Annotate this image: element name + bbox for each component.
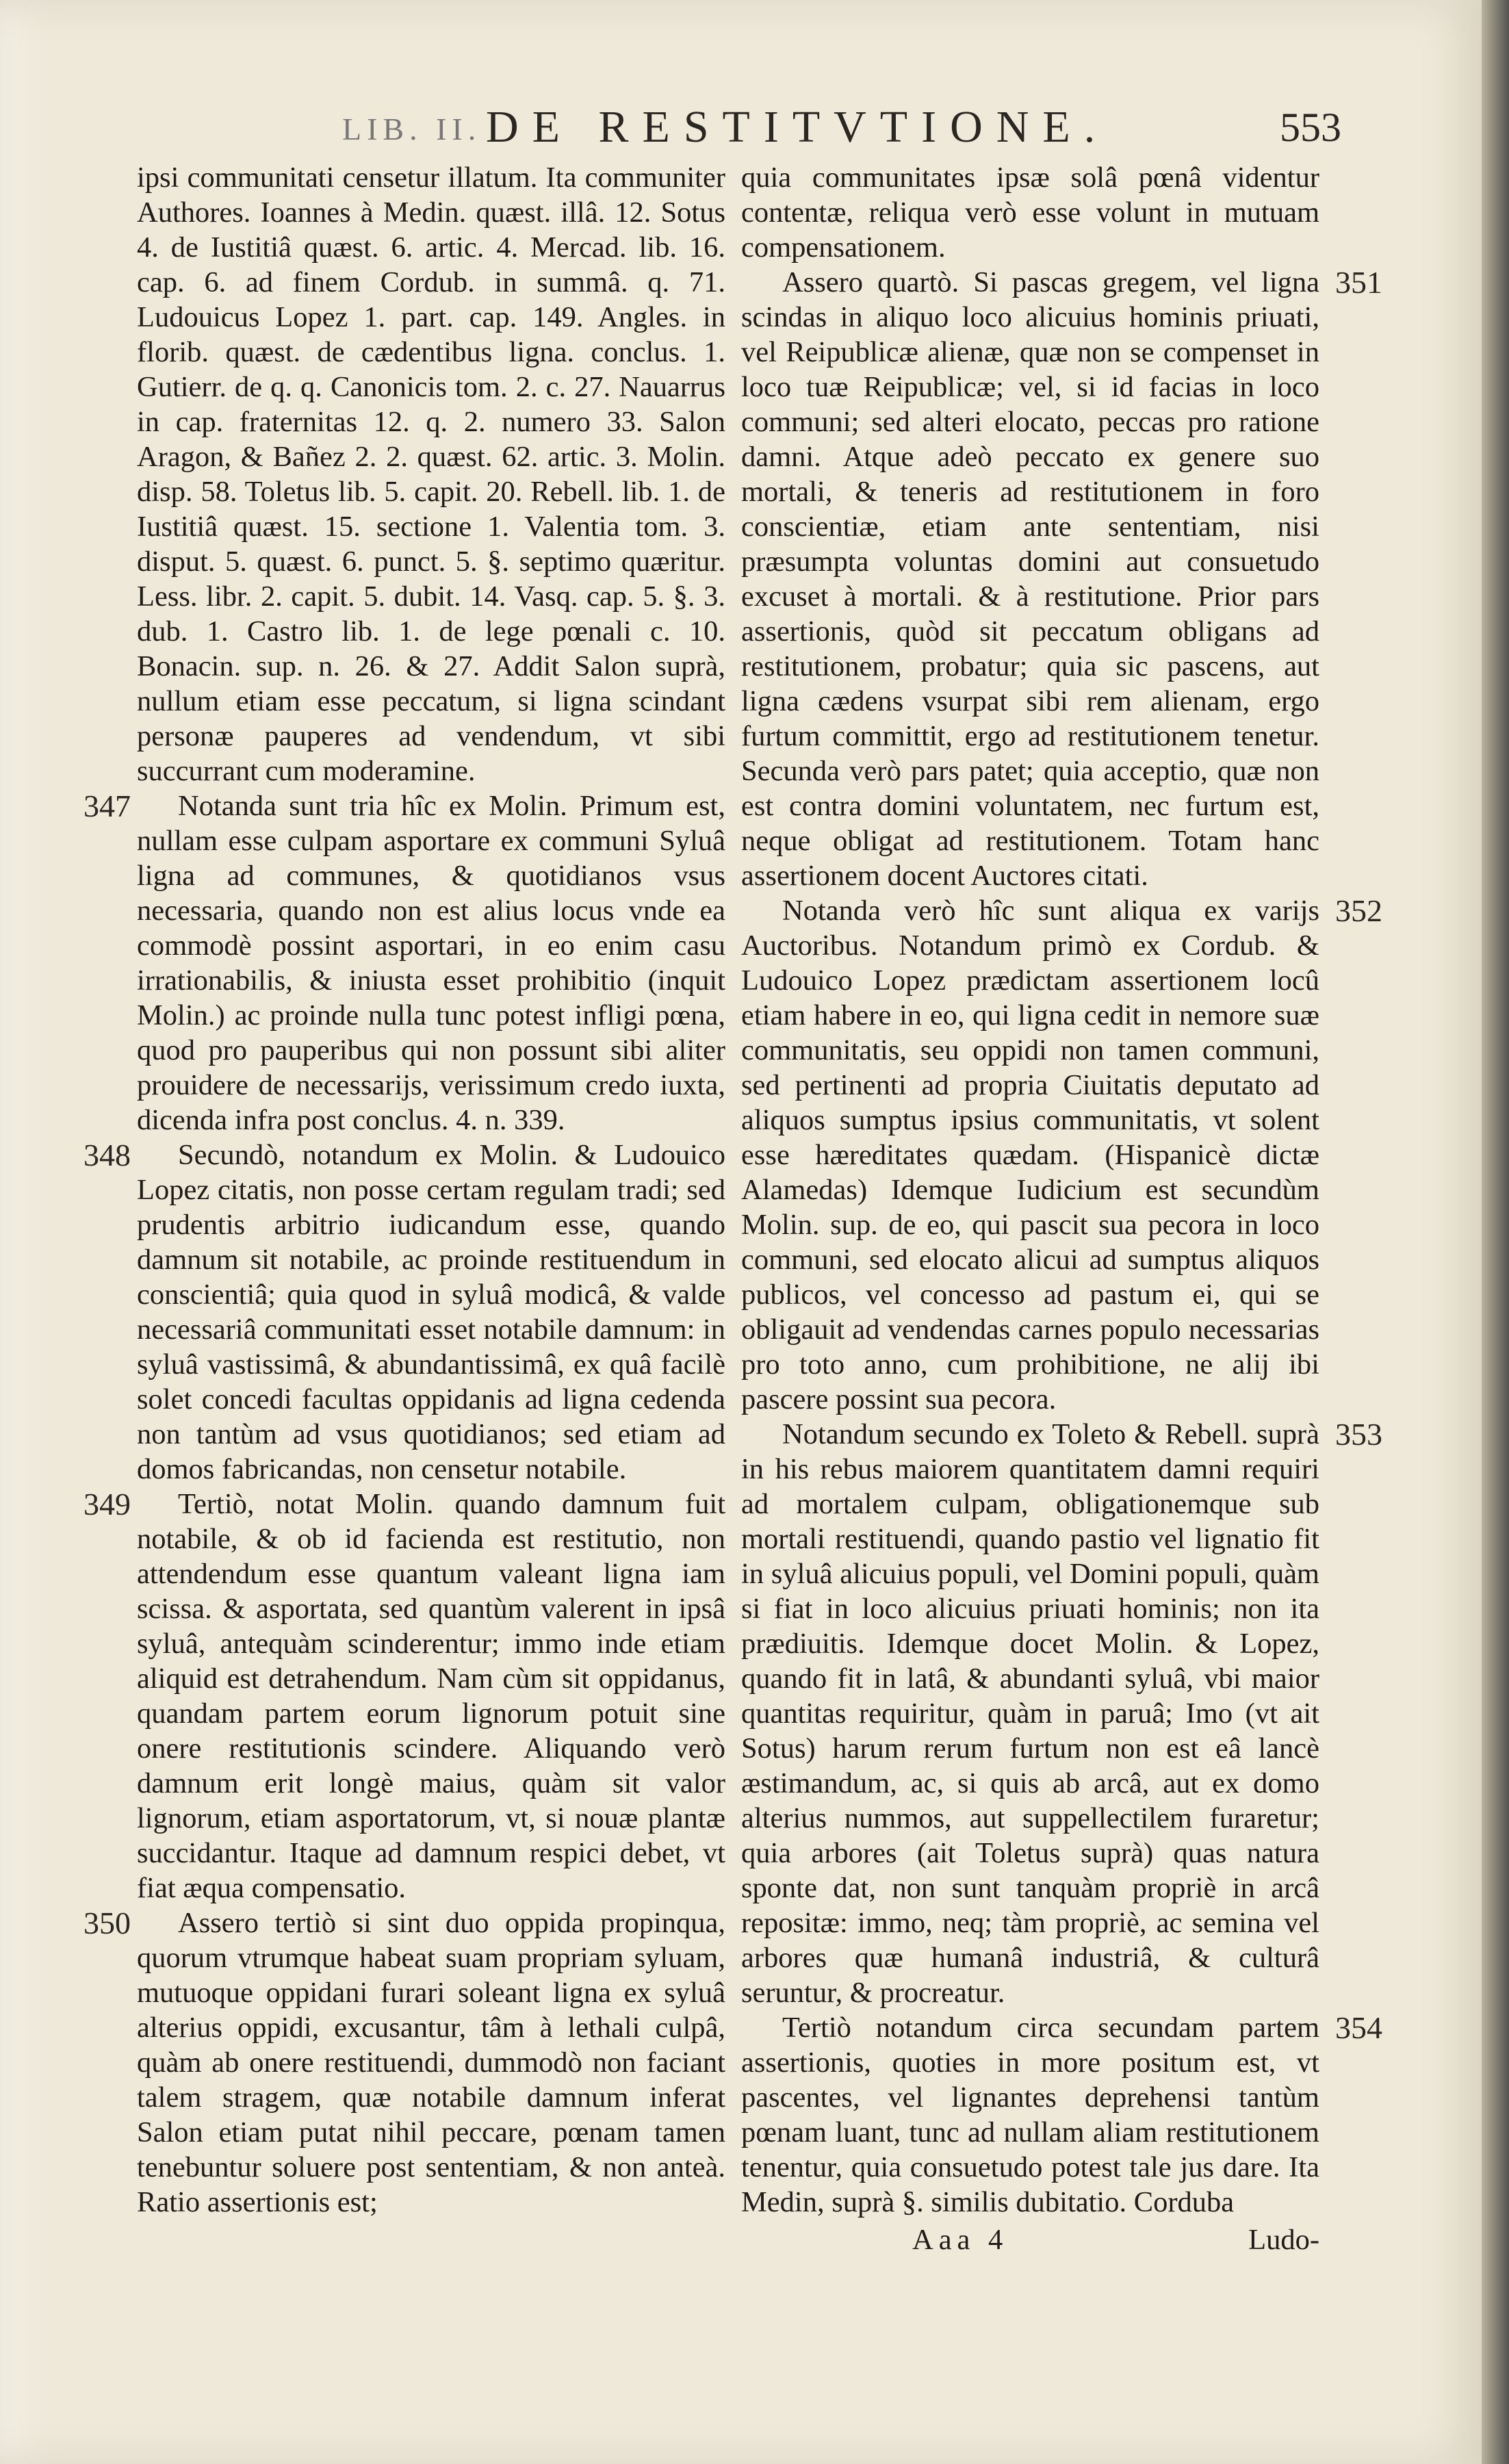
- paragraph-text: Secundò, notandum ex Molin. & Ludouico Lopez citatis, non posse certam regulam tradi; sed prudentis arbitrio iudicandum esse, quando damnum sit notabile, ac proinde restituendum in conscientiâ; quia quod in syluâ modicâ, & valde necessariâ communitati esset notabile damnum: in syluâ vastissimâ, & abundantissimâ, ex quâ facilè solet concedi facultas oppidanis ad ligna cedenda non tantùm ad vsus quotidianos; sed etiam ad domos fabricandas, non censetur notabile.: [137, 1139, 725, 1485]
- running-header: [342, 101, 1369, 156]
- paragraph-text: Tertiò notandum circa secundam partem assertionis, quoties in more positum est, vt pascentes, vel lignantes deprehensi tantùm pœnam luant, tunc ad nullam aliam restitutionem tenentur, quia consuetudo potest tale jus dare. Ita Medin, suprà §. similis dubitatio. Corduba: [741, 2012, 1319, 2218]
- paragraph-354: [741, 2010, 1382, 2220]
- right-column: [741, 160, 1382, 2257]
- paragraph-353: [741, 1417, 1382, 2010]
- paragraph-text: Notanda sunt tria hîc ex Molin. Primum est, nullam esse culpam asportare ex communi Syluâ ligna ad communes, & quotidianos vsus necessaria, quando non est alius locus vnde ea commodè possint asportari, in eo enim casu irrationabilis, & iniusta esset prohibitio (inquit Molin.) ac proinde nulla tunc potest infligi pœna, quod pro pauperibus qui non possunt sibi aliter prouidere de necessarijs, verissimum credo iuxta, dicenda infra post conclus. 4. n. 339.: [137, 790, 725, 1136]
- paragraph-text: Assero tertiò si sint duo oppida propinqua, quorum vtrumque habeat suam propriam syluam, mutuoque oppidani furari soleant ligna ex syluâ alterius oppidi, excusantur, tâm à lethali culpâ, quàm ab onere restituendi, dummodò non faciant talem stragem, quæ notabile damnum inferat Salon etiam putat nihil peccare, pœnam tamen tenebuntur soluere post sententiam, & non anteà. Ratio assertionis est;: [137, 1907, 725, 2218]
- paragraph-351: [741, 265, 1382, 893]
- margin-number: 352: [1335, 893, 1382, 928]
- signature-mark: Aaa 4: [912, 2224, 1009, 2256]
- paragraph-text: Assero quartò. Si pascas gregem, vel ligna scindas in aliquo loco alicuius hominis priuati, vel Reipublicæ alienæ, quæ non se compenset in loco tuæ Reipublicæ; vel, si id facias in loco communi; sed alteri elocato, peccas pro ratione damni. Atque adeò peccato ex genere suo mortali, & teneris ad restitutionem in foro conscientiæ, etiam ante sententiam, nisi præsumpta voluntas domini aut consuetudo excuset à mortali. & à restitutione. Prior pars assertionis, quòd sit peccatum obligans ad restitutionem, probatur; quia sic pascens, aut ligna cædens vsurpat sibi rem alienam, ergo furtum committit, ergo ad restitutionem tenetur. Secunda verò pars patet; quia acceptio, quæ non est contra domini voluntatem, nec furtum est, neque obligat ad restitutionem. Totam hanc assertionem docent Auctores citati.: [741, 266, 1319, 892]
- margin-number: 347: [83, 788, 131, 823]
- page-number: 553: [1280, 105, 1341, 150]
- margin-number: 353: [1335, 1417, 1382, 1452]
- paragraph-347: [83, 788, 725, 1138]
- paragraph-349: [83, 1487, 725, 1905]
- paragraph-text: Tertiò, notat Molin. quando damnum fuit notabile, & ob id facienda est restitutio, non attendendum esse quantum valeant ligna iam scissa. & asportata, sed quantùm valerent in ipsâ syluâ, antequàm scinderentur; immo inde etiam aliquid est detrahendum. Nam cùm sit oppidanus, quandam partem eorum lignorum potuit sine onere restitutionis scindere. Aliquando verò damnum erit longè maius, quàm sit valor lignorum, etiam asportatorum, vt, si nouæ plantæ succidantur. Itaque ad damnum respici debet, vt fiat æqua compensatio.: [137, 1488, 725, 1904]
- continued-text: ipsi communitati censetur illatum. Ita communiter Authores. Ioannes à Medin. quæst. illâ. 12. Sotus 4. de Iustitiâ quæst. 6. artic. 4. Mercad. lib. 16. cap. 6. ad finem Cordub. in summâ. q. 71. Ludouicus Lopez 1. part. cap. 149. Angles. in florib. quæst. de cædentibus ligna. conclus. 1. Gutierr. de q. q. Canonicis tom. 2. c. 27. Nauarrus in cap. fraternitas 12. q. 2. numero 33. Salon Aragon, & Bañez 2. 2. quæst. 62. artic. 3. Molin. disp. 58. Toletus lib. 5. capit. 20. Rebell. lib. 1. de Iustitiâ quæst. 15. sectione 1. Valentia tom. 3. disput. 5. quæst. 6. punct. 5. §. septimo quæritur. Less. libr. 2. capit. 5. dubit. 14. Vasq. cap. 5. §. 3. dub. 1. Castro lib. 1. de lege pœnali c. 10. Bonacin. sup. n. 26. & 27. Addit Salon suprà, nullum etiam esse peccatum, si ligna scindant personæ pauperes ad vendendum, vt sibi succurrant cum moderamine.: [137, 162, 725, 787]
- margin-number: 348: [83, 1138, 131, 1172]
- running-title: DE RESTITVTIONE.: [486, 102, 1109, 152]
- margin-number: 351: [1335, 265, 1382, 300]
- margin-number: 349: [83, 1487, 131, 1522]
- continued-text: quia communitates ipsæ solâ pœnâ videntur contentæ, reliqua verò esse volunt in mutuam compensationem.: [741, 162, 1319, 264]
- paragraph-text: Notanda verò hîc sunt aliqua ex varijs Auctoribus. Notandum primò ex Cordub. & Ludouico Lopez prædictam assertionem locû etiam habere in eo, qui ligna cedit in nemore suæ communitatis, seu oppidi non tamen communi, sed pertinenti ad propria Ciuitatis deputato ad aliquos sumptus ipsius communitatis, vt solent esse hæreditates quædam. (Hispanicè dictæ Alamedas) Idemque Iudicium est secundùm Molin. sup. de eo, qui pascit sua pecora in loco communi, sed elocato alicui ad sumptus aliquos publicos, vel concesso ad pastum ei, qui se obligauit ad vendendas carnes populo necessarias pro toto anno, cum prohibitione, ne alij ibi pascere possint sua pecora.: [741, 895, 1319, 1415]
- paragraph-348: [83, 1138, 725, 1487]
- paragraph-352: [741, 893, 1382, 1417]
- page-footer: [741, 2222, 1319, 2257]
- catchword: Ludo-: [1248, 2224, 1319, 2256]
- margin-number: 354: [1335, 2010, 1382, 2045]
- margin-number: 350: [83, 1905, 131, 1940]
- left-column: [83, 160, 725, 2220]
- header-ornament: LIB. II.: [342, 112, 482, 146]
- paragraph-text: Notandum secundo ex Toleto & Rebell. suprà in his rebus maiorem quantitatem damni requiri ad mortalem culpam, obligationemque sub mortali restituendi, quando pastio vel lignatio fit in syluâ alicuius populi, vel Domini populi, quàm si fiat in loco alicuius priuati hominis; non ita prædiuitis. Idemque docet Molin. & Lopez, quando fit in latâ, & abundanti syluâ, vbi maior quantitas requiritur, quàm in paruâ; Imo (vt ait Sotus) harum rerum furtum non est eâ lancè æstimandum, ac, si quis ab arcâ, aut ex domo alterius nummos, aut suppellectilem furaretur; quia arbores (ait Toletus suprà) quas natura sponte dat, non sunt tanquàm propriè in arcâ repositæ: immo, neq; tàm propriè, ac semina vel arbores quæ humanâ industriâ, & culturâ seruntur, & procreatur.: [741, 1418, 1319, 2009]
- page-edge: [1482, 0, 1509, 2464]
- paragraph-350: [83, 1905, 725, 2220]
